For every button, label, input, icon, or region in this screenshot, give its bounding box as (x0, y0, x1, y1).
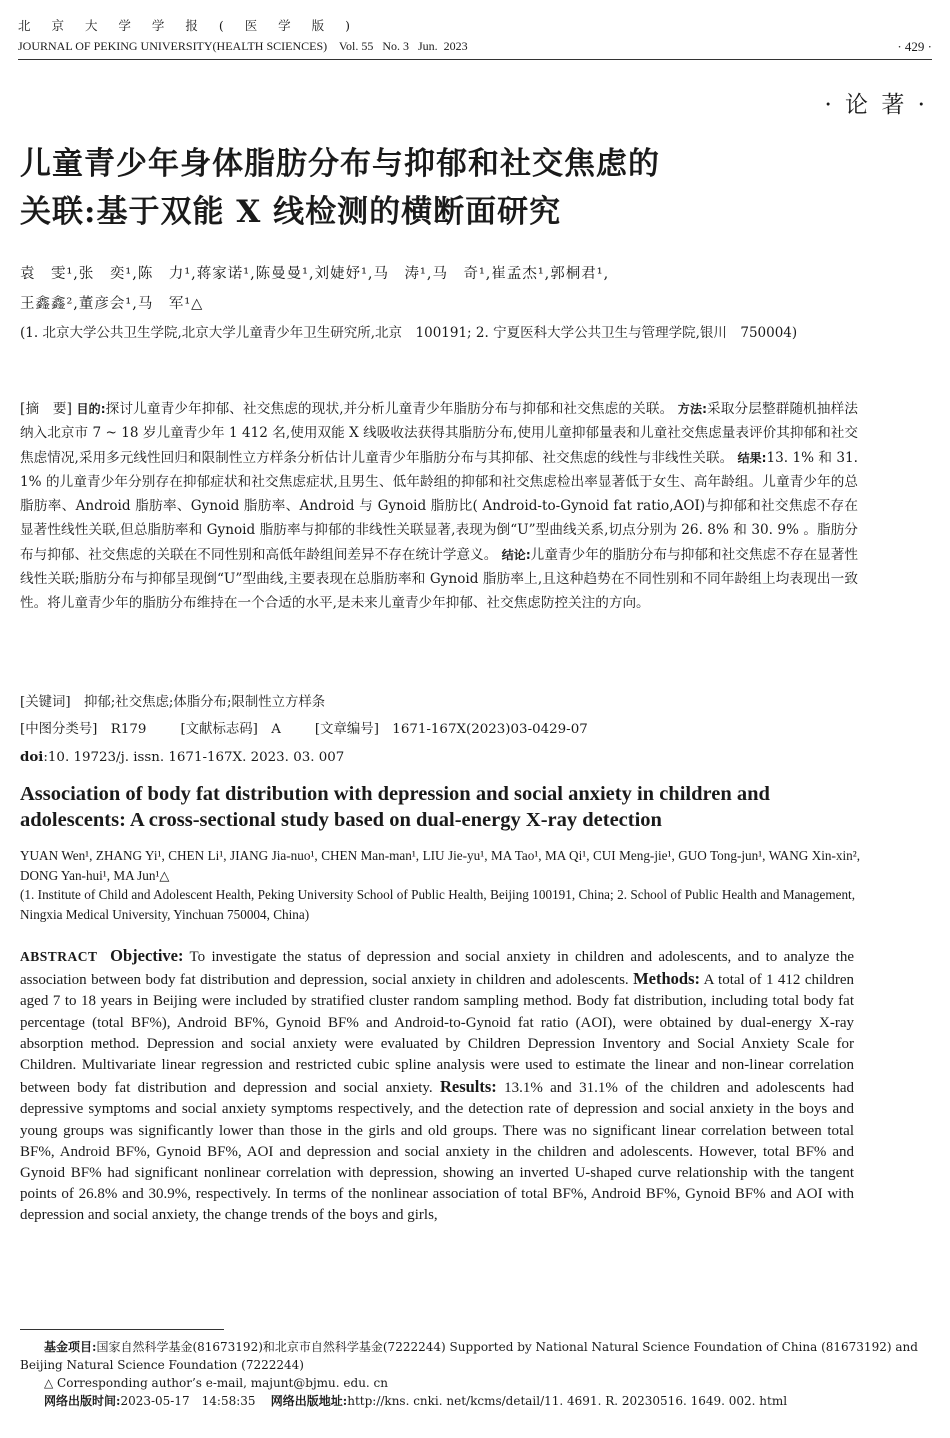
title-en-line: Association of body fat distribution with depression and social anxiety in children and (20, 783, 770, 805)
objective-en-label: Objective: (110, 946, 184, 965)
online-url: http://kns. cnki. net/kcms/detail/11. 4691. R. 20230516. 1649. 002. html (347, 1394, 788, 1408)
header-rule (18, 59, 932, 60)
authors-en: YUAN Wen¹, ZHANG Yi¹, CHEN Li¹, JIANG Jia-nuo¹, CHEN Man-man¹, LIU Jie-yu¹, MA Tao¹, MA Qi¹, CUI Meng-jie¹, GUO Tong-jun¹, WANG Xin-xin², DONG Yan-hui¹, MA Jun¹△ (20, 848, 860, 883)
results-text: 13. 1% 和 31. 1% 的儿童青少年分别存在抑郁症状和社交焦虑症状,且男生、低年龄组的抑郁和社交焦虑检出率显著低于女生、高年龄组。儿童青少年的总脂肪率、Android 脂肪率、Gynoid 脂肪率、Android 与 Gynoid 脂肪比( Android-to-Gynoid fat ratio,AOI)与抑郁和社交焦虑不存在显著性线性关联,但总脂肪率和 Gynoid 脂肪率与抑郁的非线性关联显著,表现为倒“U”型曲线关系,切点分别为 26. 8% 和 30. 9% 。脂肪分布与抑郁、社交焦虑的关联在不同性别和高低年龄组间差异不存在统计学意义。 (20, 449, 858, 563)
title-en (20, 781, 880, 833)
abstract-cn (20, 397, 858, 616)
objective-text: 探讨儿童青少年抑郁、社交焦虑的现状,并分析儿童青少年脂肪分布与抑郁和社交焦虑的关联。 (105, 401, 674, 417)
conclusion-label: 结论: (501, 547, 531, 562)
doi-line (20, 747, 344, 768)
methods-en-text: A total of 1 412 children aged 7 to 18 years in Beijing were included by stratified cluster random sampling method. Body fat distribution, including total body fat percentage (total BF%), Android BF%, Gynoid BF% and Android-to-Gynoid fat ratio (AOI), were obtained by dual-energy X-ray absorption method. Depression and social anxiety were evaluated by Children Depression Inventory and Social Anxiety Scale for Children. Multivariate linear regression and restricted cubic spline analysis were used to estimate the linear and non-linear correlation between body fat distribution and depression and social anxiety. (20, 972, 854, 1097)
online-time: 2023-05-17 14:58:35 (120, 1394, 256, 1408)
methods-text: 采取分层整群随机抽样法纳入北京市 7 ~ 18 岁儿童青少年 1 412 名,使用双能 X 线吸收法获得其脂肪分布,使用儿童抑郁量表和儿童社交焦虑量表评价其抑郁和社交焦虑情况,采用多元线性回归和限制性立方样条分析估计儿童青少年脂肪分布与其抑郁、社交焦虑的线性与非线性关联。 (20, 401, 858, 466)
doi-label: doi (20, 749, 44, 765)
footnote-rule (20, 1329, 224, 1330)
funding-note (20, 1338, 932, 1374)
abstract-en-heading: ABSTRACT (20, 949, 98, 964)
results-en-text: 13.1% and 31.1% of the children and adolescents had depressive symptoms and social anxiety symptoms respectively, and the detection rate of depression and social anxiety in the boys and young groups was significantly lower than those in the girls and old groups. There was no significant linear correlation between total BF%, Android BF%, Gynoid BF%, AOI and depression and social anxiety in the children and adolescents. However, total BF% and Gynoid BF% had significant nonlinear correlation with depression, showing an inverted U-shaped curve relationship with the tangent points of 26.8% and 30.9%, respectively. In terms of the nonlinear association of total BF%, Android BF%, Gynoid BF% and AOI with depression and social anxiety, the change trends of the boys and girls, (20, 1080, 854, 1224)
results-en-label: Results: (439, 1077, 497, 1097)
results-label: 结果: (737, 450, 767, 465)
conclusion-text: 儿童青少年的脂肪分布与抑郁和社交焦虑不存在显著性线性关联;脂肪分布与抑郁呈现倒“U”型曲线,主要表现在总脂肪率和 Gynoid 脂肪率上,且这种趋势在不同性别和不同年龄组上均表现出一致性。将儿童青少年的脂肪分布维持在一个合适的水平,是未来儿童青少年抑郁、社交焦虑防控关注的方向。 (20, 546, 858, 612)
footnote (20, 1338, 932, 1410)
document-code: [文献标志码] A (180, 722, 281, 737)
funding-text: 国家自然科学基金(81673192)和北京市自然科学基金(7222244) Supported by National Natural Science Foundation of China (81673192) and Beijing Natural Science Foundation (7222244) (20, 1340, 918, 1372)
authors-cn-line: 袁 雯¹,张 奕¹,陈 力¹,蒋家诺¹,陈曼曼¹,刘婕妤¹,马 涛¹,马 奇¹,崔孟杰¹,郭桐君¹, (20, 266, 610, 282)
article-number: [文章编号] 1671-167X(2023)03-0429-07 (314, 722, 588, 737)
journal-name-cn: 北 京 大 学 学 报 ( 医 学 版 ) (18, 18, 359, 33)
doi-value: :10. 19723/j. issn. 1671-167X. 2023. 03. 007 (43, 750, 345, 765)
title-cn-line: 儿童青少年身体脂肪分布与抑郁和社交焦虑的 (20, 146, 660, 182)
page-number: · 429 · (897, 39, 932, 54)
corresponding-note: △ Corresponding author’s e-mail, majunt@bjmu. edu. cn (44, 1376, 388, 1390)
funding-label: 基金项目: (44, 1340, 97, 1354)
objective-label: 目的: (76, 402, 106, 416)
affiliation-cn: (1. 北京大学公共卫生学院,北京大学儿童青少年卫生研究所,北京 100191; 2. 宁夏医科大学公共卫生与管理学院,银川 750004) (20, 325, 798, 341)
methods-label: 方法: (677, 402, 707, 416)
authors-cn (20, 259, 880, 319)
online-note (20, 1392, 932, 1410)
methods-en-label: Methods: (633, 969, 701, 989)
column-tag: · 论 著 · (824, 92, 928, 118)
title-cn-line: 关联:基于双能 X 线检测的横断面研究 (20, 194, 562, 230)
keywords: [关键词] 抑郁;社交焦虑;体脂分布;限制性立方样条 (20, 695, 326, 710)
online-time-label: 网络出版时间: (44, 1394, 121, 1408)
abstract-en (20, 945, 854, 1227)
title-cn (20, 140, 900, 236)
title-en-line: adolescents: A cross-sectional study based on dual-energy X-ray detection (20, 809, 662, 831)
classification-line (20, 720, 588, 740)
affiliation-en: (1. Institute of Child and Adolescent Health, Peking University School of Public Health, Beijing 100191, China; 2. School of Public Health and Management, Ningxia Medical University, Yinchuan 750004, China) (20, 887, 855, 922)
objective-en-text: To investigate the status of depression and social anxiety in children and adolescents, and to analyze the association between body fat distribution and depression, social anxiety in children and adolescents. (20, 949, 855, 989)
abstract-heading: [摘 要] (20, 401, 72, 417)
journal-name-en: JOURNAL OF PEKING UNIVERSITY(HEALTH SCIENCES) Vol. 55 No. 3 Jun. 2023 (18, 39, 468, 53)
authors-cn-line: 王鑫鑫²,董彦会¹,马 军¹△ (20, 296, 204, 312)
online-url-label: 网络出版地址: (270, 1394, 348, 1408)
clc-number: [中图分类号] R179 (20, 722, 147, 737)
